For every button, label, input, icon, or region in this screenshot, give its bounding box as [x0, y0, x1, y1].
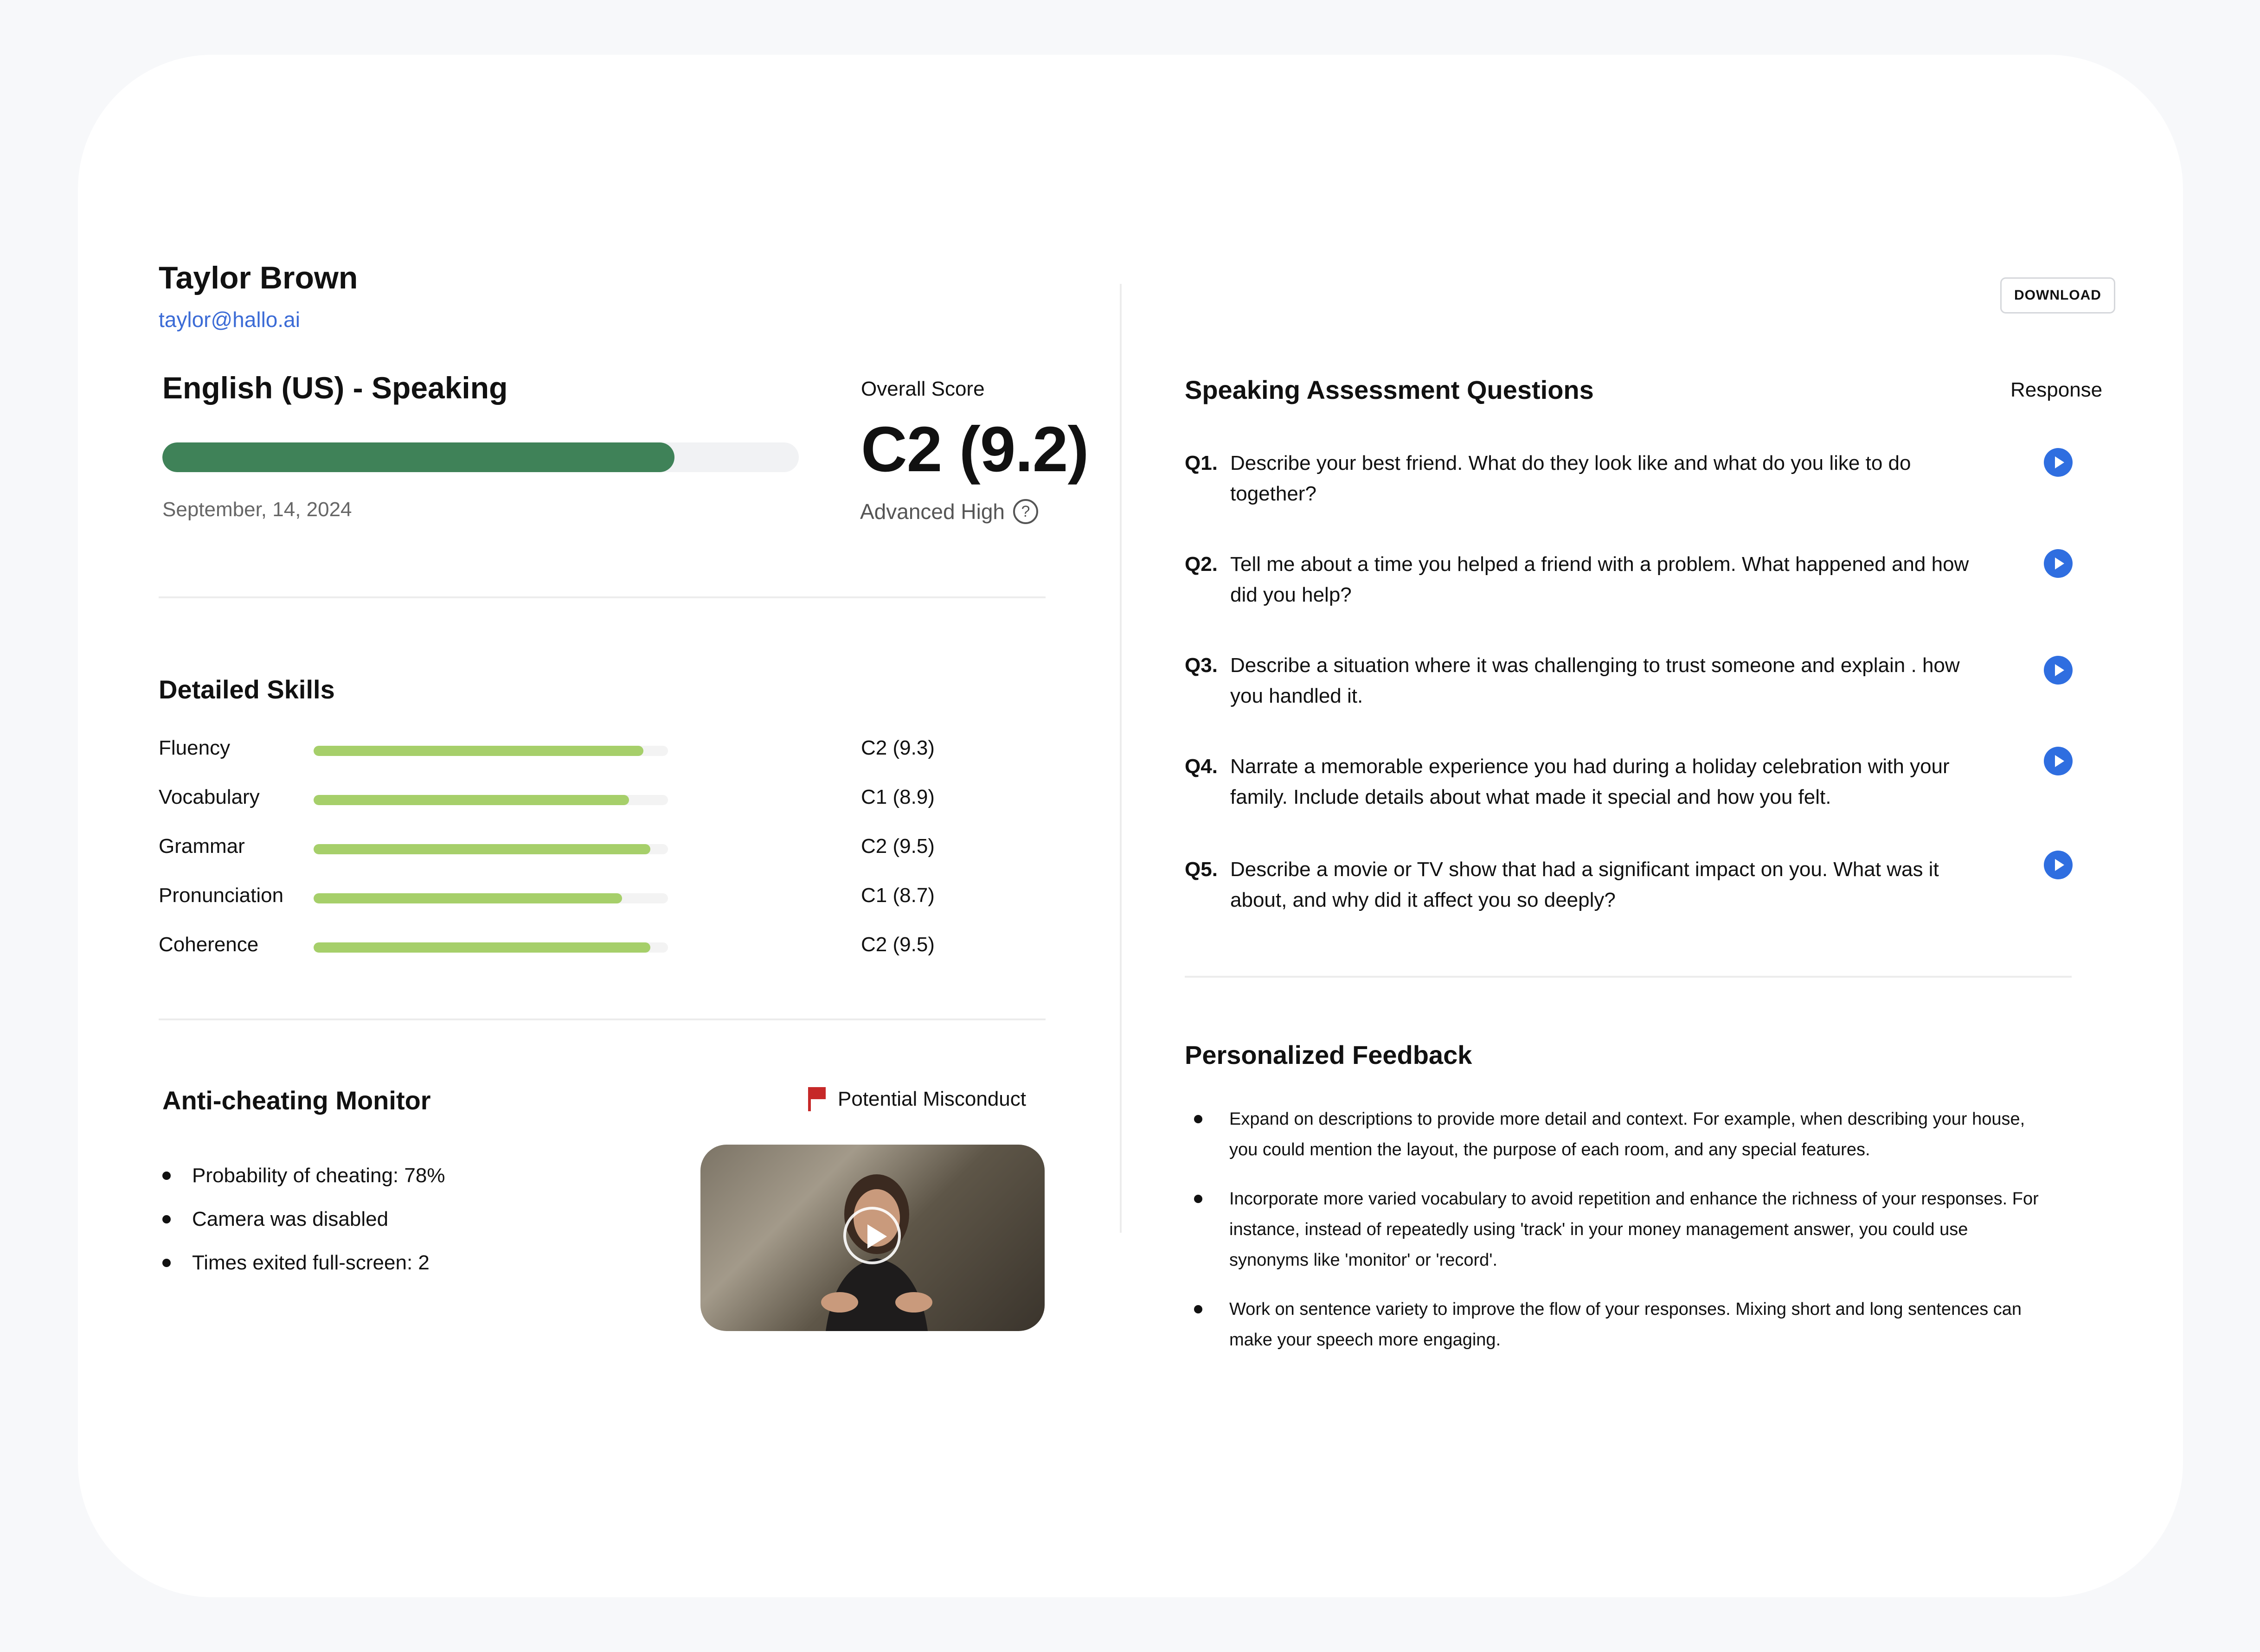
skill-name: Vocabulary [159, 786, 260, 808]
skill-name: Pronunciation [159, 884, 284, 907]
play-button-icon [2055, 859, 2064, 871]
question-row-1 [1185, 448, 2001, 513]
play-response-button[interactable] [2044, 747, 2073, 775]
vertical-divider [1120, 284, 1122, 1233]
skill-score: C2 (9.5) [861, 835, 935, 858]
candidate-email[interactable]: taylor@hallo.ai [159, 307, 300, 332]
skill-bar [314, 844, 668, 854]
question-number: Q4. [1185, 755, 1218, 778]
feedback-title: Personalized Feedback [1185, 1040, 1472, 1069]
skill-bar-fill [314, 746, 643, 756]
download-button[interactable]: DOWNLOAD [2000, 277, 2115, 314]
skill-row-fluency [159, 736, 994, 764]
test-title: English (US) - Speaking [162, 371, 508, 405]
play-button-icon [2055, 755, 2064, 767]
question-text: Tell me about a time you helped a friend with a problem. What happened and how did you help? [1230, 553, 1969, 606]
play-button-icon [2055, 664, 2064, 676]
overall-level-text: Advanced High [860, 499, 1005, 524]
skill-row-grammar [159, 835, 994, 863]
misconduct-label: Potential Misconduct [838, 1088, 1026, 1110]
skill-score: C2 (9.5) [861, 933, 935, 956]
play-circle-icon[interactable] [843, 1207, 901, 1264]
divider [159, 596, 1046, 598]
divider [159, 1018, 1046, 1020]
skill-bar-fill [314, 942, 650, 953]
play-button-icon [2055, 557, 2064, 570]
skill-bar [314, 942, 668, 953]
skill-bar [314, 795, 668, 805]
question-text: Describe your best friend. What do they look like and what do you like to do together? [1230, 452, 1911, 505]
question-row-4 [1185, 751, 2001, 816]
question-text: Narrate a memorable experience you had during a holiday celebration with your family. Include details about what made it special and how you felt. [1230, 755, 1950, 808]
skill-row-vocabulary [159, 786, 994, 813]
question-row-3 [1185, 650, 2001, 715]
skill-bar-fill [314, 795, 629, 805]
skill-row-pronunciation [159, 884, 994, 912]
skill-bar-fill [314, 844, 650, 854]
skill-name: Coherence [159, 933, 259, 956]
feedback-item: Work on sentence variety to improve the flow of your responses. Mixing short and long sentences can make your speech more engaging. [1194, 1294, 2043, 1355]
skill-row-coherence [159, 933, 994, 961]
video-thumbnail[interactable] [700, 1145, 1045, 1331]
play-response-button[interactable] [2044, 656, 2073, 685]
question-row-5 [1185, 854, 2001, 919]
question-text: Describe a movie or TV show that had a significant impact on you. What was it about, and why did it affect you so deeply? [1230, 858, 1939, 911]
skill-score: C1 (8.7) [861, 884, 935, 907]
feedback-item: Expand on descriptions to provide more detail and context. For example, when describing your house, you could mention the layout, the purpose of each room, and any special features. [1194, 1104, 2043, 1165]
skill-score: C1 (8.9) [861, 786, 935, 808]
skill-bar [314, 746, 668, 756]
skill-bar-fill [314, 893, 622, 903]
question-row-2 [1185, 549, 2001, 614]
anti-cheating-list [162, 1164, 445, 1295]
potential-misconduct-badge [808, 1087, 1026, 1111]
list-item: Times exited full-screen: 2 [162, 1251, 445, 1295]
play-response-button[interactable] [2044, 549, 2073, 578]
divider [1185, 976, 2072, 978]
overall-score-value: C2 (9.2) [861, 414, 1089, 485]
anti-cheating-title: Anti-cheating Monitor [162, 1086, 431, 1115]
overall-progress-fill [162, 442, 674, 472]
list-item: Probability of cheating: 78% [162, 1164, 445, 1208]
skill-score: C2 (9.3) [861, 736, 935, 759]
question-number: Q1. [1185, 452, 1218, 474]
feedback-item: Incorporate more varied vocabulary to avoid repetition and enhance the richness of your responses. For instance, instead of repeatedly using 'track' in your money management answer, you could use synonyms like 'monitor' or 'record'. [1194, 1184, 2043, 1275]
question-number: Q3. [1185, 654, 1218, 677]
play-response-button[interactable] [2044, 851, 2073, 879]
list-item: Camera was disabled [162, 1208, 445, 1251]
skill-name: Grammar [159, 835, 245, 858]
detailed-skills-title: Detailed Skills [159, 675, 335, 704]
overall-score-label: Overall Score [861, 378, 985, 400]
question-number: Q5. [1185, 858, 1218, 881]
question-circle-icon[interactable]: ? [1013, 499, 1038, 524]
skill-bar [314, 893, 668, 903]
question-number: Q2. [1185, 553, 1218, 576]
candidate-name: Taylor Brown [159, 260, 358, 295]
play-response-button[interactable] [2044, 448, 2073, 477]
skill-name: Fluency [159, 736, 231, 759]
play-button-icon [2055, 456, 2064, 468]
red-flag-icon [808, 1087, 826, 1111]
feedback-list [1194, 1104, 2043, 1374]
questions-title: Speaking Assessment Questions [1185, 375, 1594, 404]
overall-progress-bar [162, 442, 799, 472]
question-text: Describe a situation where it was challenging to trust someone and explain . how you handled it. [1230, 654, 1960, 707]
response-column-label: Response [2010, 378, 2103, 401]
overall-level [860, 499, 1038, 524]
test-date: September, 14, 2024 [162, 498, 352, 521]
